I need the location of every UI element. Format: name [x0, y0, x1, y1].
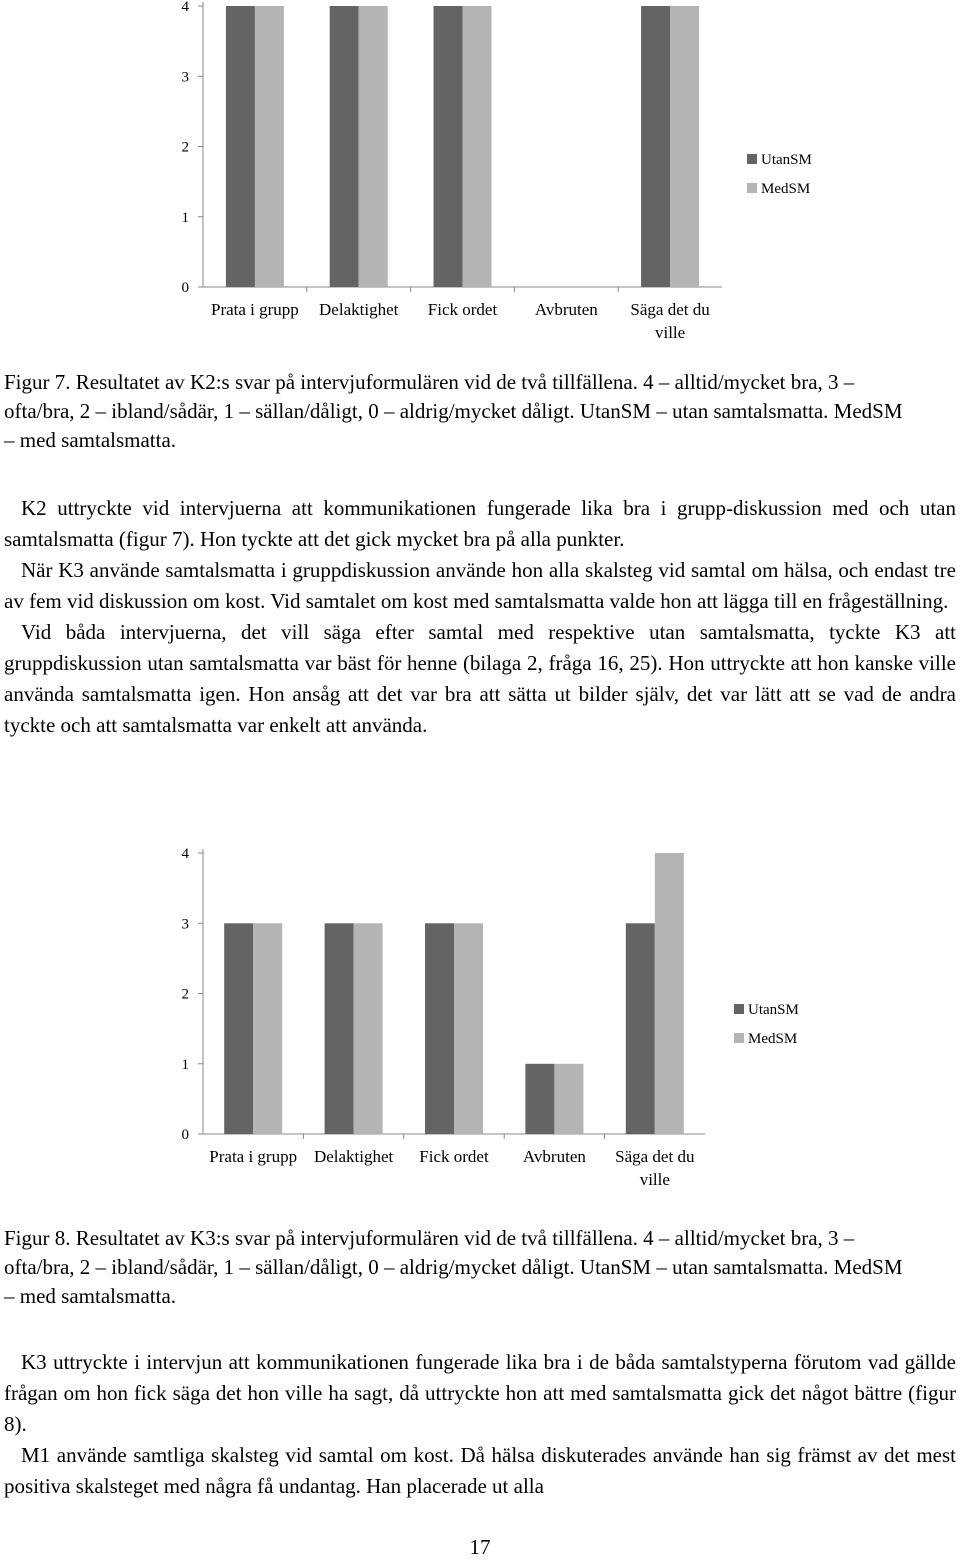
- bar-utansm-fick-ordet: [425, 923, 454, 1134]
- legend-label-utansm: UtanSM: [761, 152, 812, 168]
- paragraph-k3-interviews: Vid båda intervjuerna, det vill säga efter samtal med respektive utan samtalsmatta, tyckte K3 att gruppdiskussion utan samtalsmatta var bäst för henne (bilaga 2, fråga 16, 25). Hon uttryckte att hon kanske ville använda samtalsmatta igen. Hon ansåg att det var bra att sätta ut bilder själv, det var lätt att se vad de andra tyckte och att samtalsmatta var enkelt att använda.: [4, 620, 956, 737]
- y-tick-label: 2: [181, 986, 189, 1003]
- y-tick-label: 3: [181, 69, 189, 86]
- bar-medsm-prata-i-grupp: [253, 923, 282, 1134]
- y-tick-label: 0: [181, 280, 189, 296]
- bar-medsm-fick-ordet: [463, 6, 492, 287]
- legend-swatch-medsm: [747, 183, 757, 193]
- bar-medsm-delaktighet: [354, 923, 383, 1134]
- bar-utansm-prata-i-grupp: [224, 923, 253, 1134]
- bar-utansm-prata-i-grupp: [226, 6, 255, 287]
- x-category-label: Delaktighet: [313, 1147, 394, 1166]
- y-tick-label: 0: [181, 1127, 189, 1143]
- x-category-label: Prata i grupp: [209, 1147, 298, 1166]
- legend-label-medsm: MedSM: [761, 181, 811, 197]
- x-category-label: Prata i grupp: [210, 300, 299, 319]
- x-category-label: Avbruten: [534, 300, 598, 319]
- bar-medsm-säga-det-du-ville: [670, 6, 699, 287]
- bar-utansm-avbruten: [525, 1064, 554, 1134]
- legend-swatch-medsm: [734, 1033, 744, 1043]
- x-category-label: Delaktighet: [319, 300, 399, 319]
- figure-7-caption: Figur 7. Resultatet av K2:s svar på intervjuformulären vid de två tillfällena. 4 – alltid/mycket bra, 3 – ofta/bra, 2 – ibland/sådär, 1 – sällan/dåligt, 0 – aldrig/mycket dåligt. UtanSM – utan samtalsmatta. MedSM – med samtalsmatta.: [4, 370, 903, 452]
- page-number: 17: [469, 1535, 491, 1559]
- body-text-2: [4, 1347, 956, 1502]
- figure-7-chart: [0, 0, 960, 352]
- x-category-label: Fick ordet: [419, 1147, 489, 1166]
- paragraph-k3-scale: När K3 använde samtalsmatta i gruppdiskussion använde hon alla skalsteg vid samtal om hälsa, och endast tre av fem vid diskussion om kost. Vid samtalet om kost med samtalsmatta valde hon att lägga till en frågeställning.: [4, 558, 956, 613]
- bar-utansm-säga-det-du-ville: [641, 6, 670, 287]
- bar-utansm-fick-ordet: [434, 6, 463, 287]
- legend-label-utansm: UtanSM: [748, 1002, 799, 1018]
- y-tick-label: 4: [181, 846, 189, 862]
- bar-medsm-säga-det-du-ville: [655, 853, 684, 1134]
- body-text-1: [4, 493, 956, 741]
- bar-medsm-fick-ordet: [454, 923, 483, 1134]
- paragraph-k3-communication: K3 uttryckte i intervjun att kommunikationen fungerade lika bra i de båda samtalstyperna förutom vad gällde frågan om hon fick säga det hon ville ha sagt, då uttryckte hon att med samtalsmatta gick det något bättre (figur 8).: [4, 1350, 956, 1436]
- x-category-label: Fick ordet: [427, 300, 498, 319]
- x-category-label: Säga det du ville: [615, 1147, 695, 1189]
- bar-utansm-delaktighet: [330, 6, 359, 287]
- legend-swatch-utansm: [734, 1004, 744, 1014]
- bar-utansm-säga-det-du-ville: [626, 923, 655, 1134]
- bar-medsm-avbruten: [554, 1064, 583, 1134]
- y-tick-label: 3: [181, 916, 189, 933]
- bar-medsm-delaktighet: [359, 6, 388, 287]
- x-category-label: Säga det du ville: [630, 300, 710, 342]
- figure-7-plot: [0, 0, 960, 352]
- y-tick-label: 2: [181, 139, 189, 156]
- paragraph-m1-scale: M1 använde samtliga skalsteg vid samtal om kost. Då hälsa diskuterades använde han sig främst av det mest positiva skalsteget med några få undantag. Han placerade ut alla: [4, 1443, 956, 1498]
- bar-utansm-delaktighet: [325, 923, 354, 1134]
- y-tick-label: 1: [181, 209, 189, 226]
- figure-8-caption: Figur 8. Resultatet av K3:s svar på intervjuformulären vid de två tillfällena. 4 – alltid/mycket bra, 3 – ofta/bra, 2 – ibland/sådär, 1 – sällan/dåligt, 0 – aldrig/mycket dåligt. UtanSM – utan samtalsmatta. MedSM – med samtalsmatta.: [4, 1226, 903, 1308]
- y-tick-label: 4: [181, 0, 189, 15]
- figure-8-chart: [0, 842, 960, 1202]
- figure-8-plot: [0, 842, 960, 1202]
- paragraph-k2-summary: K2 uttryckte vid intervjuerna att kommunikationen fungerade lika bra i grupp-diskussion med och utan samtalsmatta (figur 7). Hon tyckte att det gick mycket bra på alla punkter.: [4, 496, 956, 551]
- bar-medsm-prata-i-grupp: [255, 6, 284, 287]
- x-category-label: Avbruten: [522, 1147, 586, 1166]
- legend-swatch-utansm: [747, 154, 757, 164]
- legend-label-medsm: MedSM: [748, 1031, 798, 1047]
- y-tick-label: 1: [181, 1056, 189, 1073]
